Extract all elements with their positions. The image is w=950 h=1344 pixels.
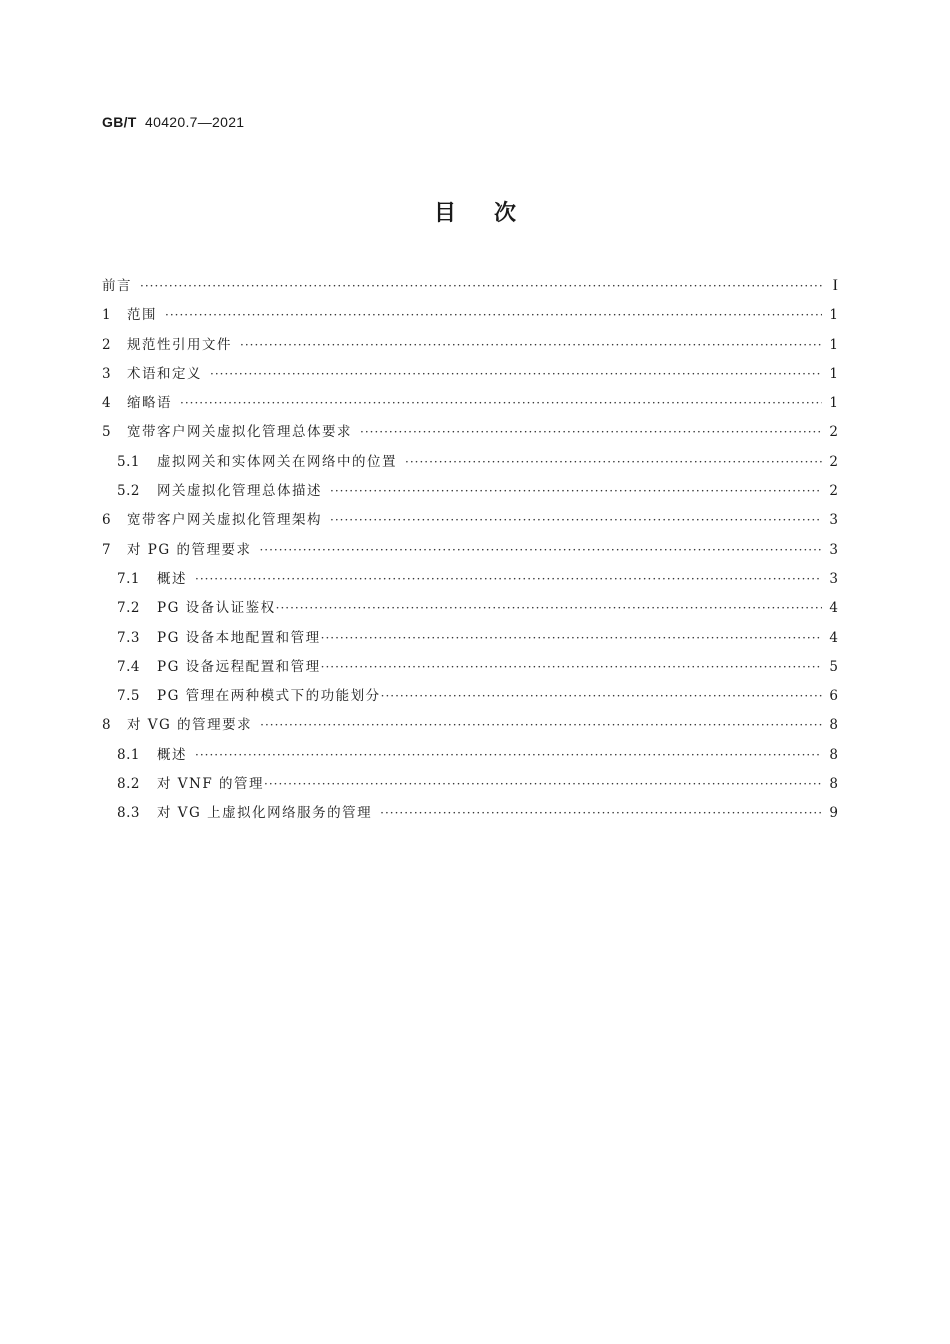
toc-item-label: 缩略语 [127,395,172,412]
toc-item-label: PG 设备远程配置和管理 [157,658,321,675]
toc-item-5-1[interactable] [102,452,838,481]
toc-item-number: 7.5 [117,688,140,705]
toc-leader-dots [405,452,822,472]
toc-item-number: 8.2 [117,776,140,793]
toc-item-8[interactable] [102,715,838,744]
toc-item-6[interactable] [102,510,838,539]
toc-item-1[interactable] [102,305,838,334]
toc-item-label: 对 VNF 的管理 [157,776,265,793]
toc-item-page: 6 [829,688,838,705]
toc-item-number: 1 [102,307,112,324]
toc-item-page: 3 [829,512,838,529]
toc-leader-dots [330,481,822,501]
toc-item-page: 4 [829,600,838,617]
toc-item-8-2[interactable] [102,774,838,803]
toc-item-label: 概述 [157,746,187,763]
toc-item-7-1[interactable] [102,569,838,598]
toc-item-label: 术语和定义 [127,365,202,382]
toc-item-5-2[interactable] [102,481,838,510]
toc-leader-dots [260,715,822,735]
toc-leader-dots [195,569,822,589]
toc-item-number: 4 [102,395,112,412]
toc-leader-dots [210,364,822,384]
toc-item-5[interactable] [102,422,838,451]
toc-item-number: 2 [102,336,112,353]
toc-item-label: 宽带客户网关虚拟化管理总体要求 [127,424,352,441]
toc-item-number: 8 [102,717,112,734]
toc-leader-dots [321,628,822,648]
toc-leader-dots [259,540,822,560]
toc-item-label: 概述 [157,570,187,587]
toc-item-label: 范围 [127,307,157,324]
toc-item-page: 2 [829,453,838,470]
toc-item-label: PG 管理在两种模式下的功能划分 [157,688,381,705]
toc-item-7[interactable] [102,540,838,569]
toc-item-label: 规范性引用文件 [127,336,232,353]
toc-item-number: 5 [102,424,112,441]
toc-item-number: 5.1 [117,453,140,470]
toc-item-page: 8 [829,717,838,734]
toc-item-8-3[interactable] [102,803,838,832]
standard-number: 40420.7—2021 [145,114,245,130]
toc-item-label: PG 设备本地配置和管理 [157,629,321,646]
toc-item-4[interactable] [102,393,838,422]
toc-item-number: 3 [102,365,112,382]
toc-leader-dots [264,774,822,794]
toc-item-label: 前言 [102,278,132,294]
page-title: 目次 [433,201,554,226]
toc-item-page: 9 [829,805,838,822]
toc-item-2[interactable] [102,335,838,364]
toc-leader-dots [330,510,822,530]
toc-item-label: 网关虚拟化管理总体描述 [157,483,322,500]
standard-code [102,114,244,130]
toc-item-number: 5.2 [117,483,140,500]
toc-item-page: 1 [829,307,838,324]
toc-item-page: 2 [829,483,838,500]
toc-item-number: 8.1 [117,746,140,763]
toc-leader-dots [381,686,822,706]
toc-item-label: 对 VG 的管理要求 [127,717,253,734]
toc-leader-dots [380,803,822,823]
toc-item-3[interactable] [102,364,838,393]
toc-leader-dots [180,393,822,413]
toc-leader-dots [140,276,822,296]
toc-item-label: 对 VG 上虚拟化网络服务的管理 [157,805,373,822]
toc-leader-dots [360,422,822,442]
toc-item-page: 3 [829,541,838,558]
toc-item-8-1[interactable] [102,745,838,774]
toc-item-number: 8.3 [117,805,140,822]
toc-item-number: 6 [102,512,112,529]
toc-item-number: 7.3 [117,629,140,646]
toc-item-page: 3 [829,570,838,587]
toc-item-number: 7.2 [117,600,140,617]
table-of-contents [102,276,838,833]
toc-item-7-4[interactable] [102,657,838,686]
standard-prefix: GB/T [102,114,137,130]
toc-item-label: 对 PG 的管理要求 [127,541,252,558]
toc-item-page: 2 [829,424,838,441]
toc-leader-dots [276,598,822,618]
toc-item-page: 1 [829,365,838,382]
toc-item-page: 1 [829,395,838,412]
toc-item-number: 7.1 [117,570,140,587]
toc-item-number: 7 [102,541,112,558]
toc-leader-dots [240,335,822,355]
toc-item-7-3[interactable] [102,628,838,657]
toc-item-7-5[interactable] [102,686,838,715]
toc-item-foreword[interactable] [102,276,838,305]
toc-item-label: PG 设备认证鉴权 [157,600,276,617]
toc-item-7-2[interactable] [102,598,838,627]
toc-leader-dots [321,657,822,677]
toc-item-page: 8 [829,776,838,793]
toc-item-page: 5 [829,658,838,675]
toc-leader-dots [165,305,822,325]
toc-item-page: I [832,277,838,294]
toc-leader-dots [195,745,822,765]
toc-item-page: 1 [829,336,838,353]
toc-item-label: 虚拟网关和实体网关在网络中的位置 [157,453,397,470]
toc-item-page: 4 [829,629,838,646]
toc-item-page: 8 [829,746,838,763]
toc-item-number: 7.4 [117,658,140,675]
toc-item-label: 宽带客户网关虚拟化管理架构 [127,512,322,529]
